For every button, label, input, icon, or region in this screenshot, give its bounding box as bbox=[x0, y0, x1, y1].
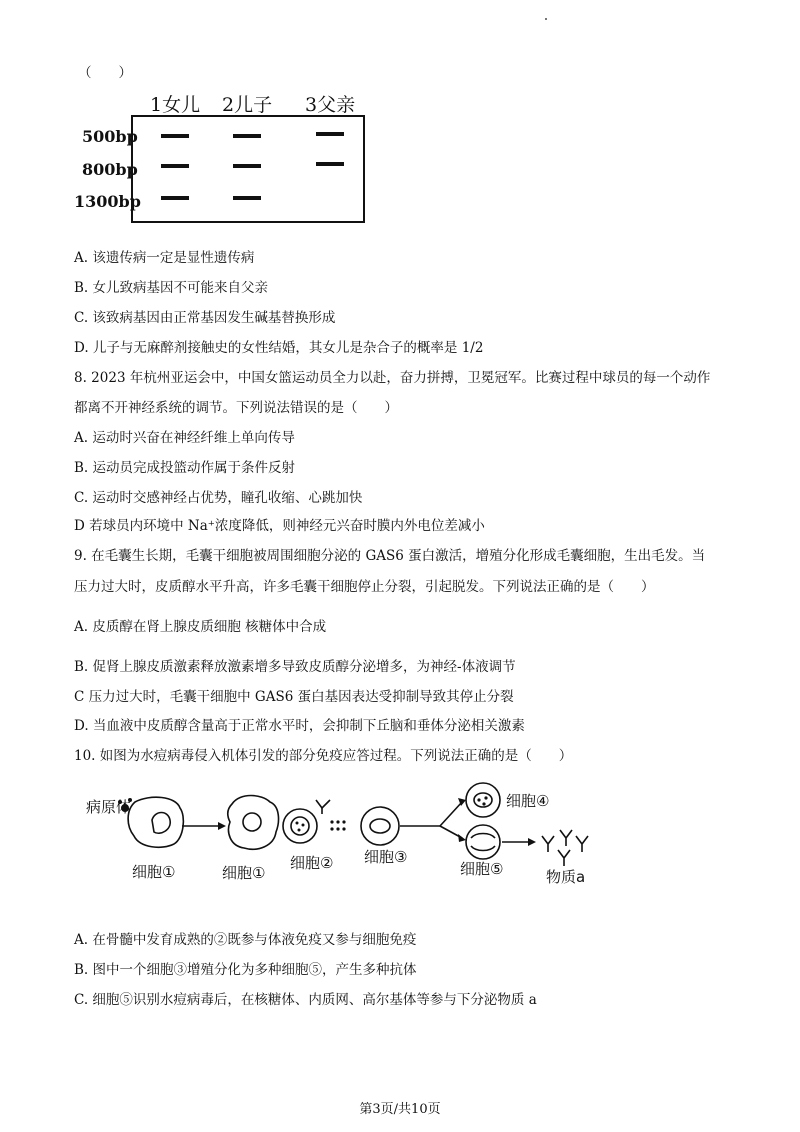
cell5-shape bbox=[466, 825, 500, 859]
q9-option-c: C 压力过大时，毛囊干细胞中 GAS6 蛋白基因表达受抑制导致其停止分裂 bbox=[74, 689, 514, 705]
q8-option-d: D 若球员内环境中 Na⁺浓度降低，则神经元兴奋时膜内外电位差减小 bbox=[74, 518, 485, 534]
bp-label-1300: 1300bp bbox=[74, 192, 141, 211]
cell2-shape bbox=[283, 809, 317, 843]
middle-cell-shape bbox=[228, 796, 279, 850]
lane-label-daughter: 1女儿 bbox=[150, 94, 201, 116]
cell3-shape bbox=[361, 807, 399, 845]
q9-stem-line2: 压力过大时，皮质醇水平升高，许多毛囊干细胞停止分裂，引起脱发。下列说法正确的是（ ） bbox=[74, 579, 655, 595]
q8-stem-line1: 8. 2023 年杭州亚运会中，中国女篮运动员全力以赴，奋力拼搏，卫冕冠军。比赛过程中球员的每一个动作 bbox=[74, 370, 711, 386]
bp-label-500: 500bp bbox=[82, 127, 138, 146]
q10-option-c: C. 细胞⑤识别水痘病毒后，在核糖体、内质网、高尔基体等参与下分泌物质 a bbox=[74, 992, 537, 1008]
bp-label-800: 800bp bbox=[82, 160, 138, 179]
cell4-shape bbox=[466, 783, 500, 817]
q9-option-d: D. 当血液中皮质醇含量高于正常水平时，会抑制下丘脑和垂体分泌相关激素 bbox=[74, 718, 525, 734]
cell3-nucleus bbox=[370, 819, 390, 833]
q7-blank: （ ） bbox=[78, 65, 132, 81]
q7-option-b: B. 女儿致病基因不可能来自父亲 bbox=[74, 280, 269, 296]
label-cell4: 细胞④ bbox=[506, 792, 550, 810]
middle-cell-nucleus bbox=[243, 813, 261, 831]
band-daughter-800 bbox=[161, 164, 189, 168]
band-father-500 bbox=[316, 132, 344, 136]
cell1-shape bbox=[128, 797, 183, 847]
label-cell-middle: 细胞① bbox=[222, 864, 266, 882]
label-cell1: 细胞① bbox=[132, 863, 176, 881]
q7-option-a: A. 该遗传病一定是显性遗传病 bbox=[74, 250, 255, 266]
band-son-500 bbox=[233, 134, 261, 138]
label-substance-a: 物质a bbox=[546, 868, 586, 886]
scan-speck bbox=[545, 18, 547, 20]
immune-response-diagram bbox=[0, 770, 800, 895]
lane-label-son: 2儿子 bbox=[222, 94, 273, 116]
q8-option-c: C. 运动时交感神经占优势，瞳孔收缩、心跳加快 bbox=[74, 490, 363, 506]
cell2-nucleus bbox=[291, 817, 309, 835]
q10-option-b: B. 图中一个细胞③增殖分化为多种细胞⑤，产生多种抗体 bbox=[74, 962, 417, 978]
page-footer: 第3页/共10页 bbox=[359, 1102, 441, 1117]
q9-stem-line1: 9. 在毛囊生长期，毛囊干细胞被周围细胞分泌的 GAS6 蛋白激活，增殖分化形成毛囊细胞，生出毛发。当 bbox=[74, 548, 706, 564]
q7-option-c: C. 该致病基因由正常基因发生碱基替换形成 bbox=[74, 310, 336, 326]
gel-electrophoresis-box bbox=[131, 115, 365, 223]
cell1-nucleus bbox=[152, 813, 170, 834]
label-cell3: 细胞③ bbox=[364, 848, 408, 866]
lane-label-father: 3父亲 bbox=[305, 94, 356, 116]
label-cell2: 细胞② bbox=[290, 854, 334, 872]
band-daughter-500 bbox=[161, 134, 189, 138]
band-son-1300 bbox=[233, 196, 261, 200]
q10-stem: 10. 如图为水痘病毒侵入机体引发的部分免疫应答过程。下列说法正确的是（ ） bbox=[74, 748, 573, 764]
label-pathogen: 病原体 bbox=[86, 798, 132, 816]
band-son-800 bbox=[233, 164, 261, 168]
q8-option-b: B. 运动员完成投篮动作属于条件反射 bbox=[74, 460, 296, 476]
band-daughter-1300 bbox=[161, 196, 189, 200]
q10-option-a: A. 在骨髓中发育成熟的②既参与体液免疫又参与细胞免疫 bbox=[74, 932, 417, 948]
band-father-800 bbox=[316, 162, 344, 166]
q8-option-a: A. 运动时兴奋在神经纤维上单向传导 bbox=[74, 430, 295, 446]
q9-option-b: B. 促肾上腺皮质激素释放激素增多导致皮质醇分泌增多，为神经-体液调节 bbox=[74, 659, 516, 675]
q9-option-a: A. 皮质醇在肾上腺皮质细胞 核糖体中合成 bbox=[74, 619, 327, 635]
label-cell5: 细胞⑤ bbox=[460, 860, 504, 878]
q7-option-d: D. 儿子与无麻醉剂接触史的女性结婚，其女儿是杂合子的概率是 1/2 bbox=[74, 340, 484, 356]
q8-stem-line2: 都离不开神经系统的调节。下列说法错误的是（ ） bbox=[74, 400, 398, 416]
